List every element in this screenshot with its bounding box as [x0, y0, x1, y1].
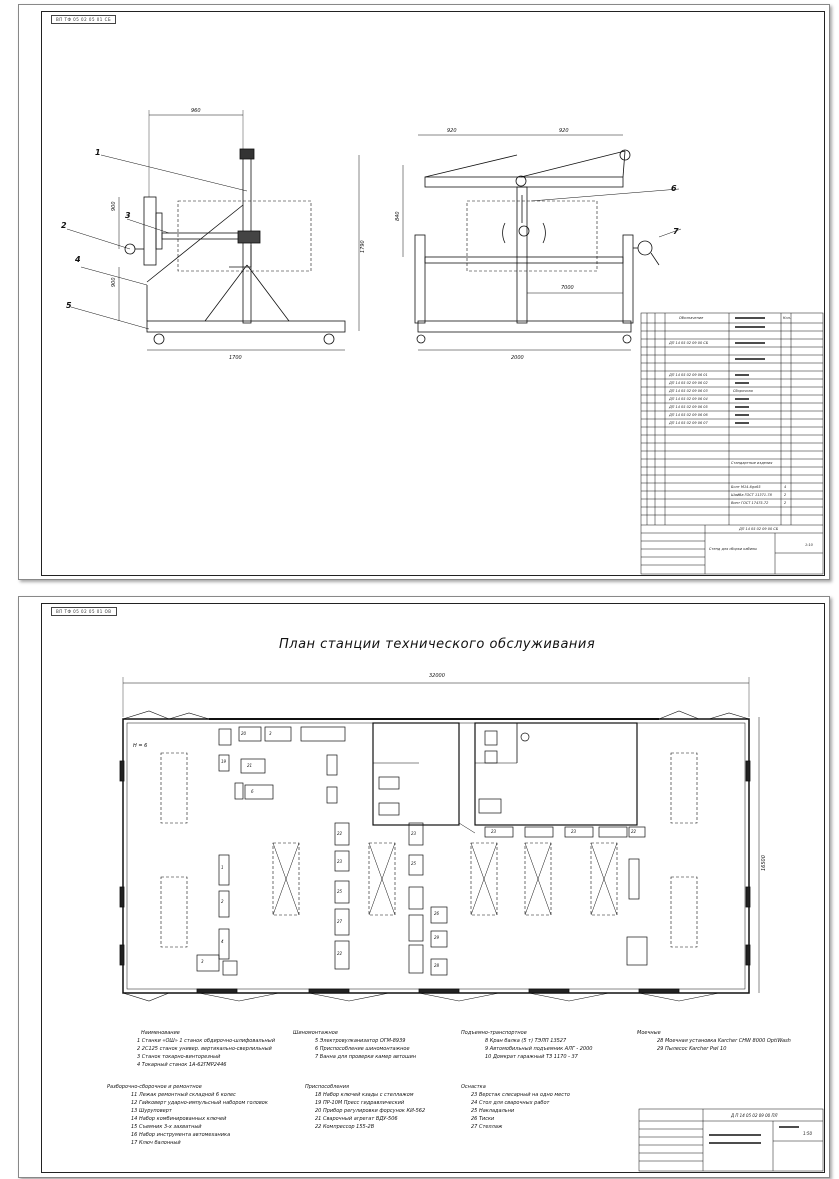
spec-row: ДП 14 05 02 09 06 03 — [669, 389, 708, 393]
equipment-label: 23 — [571, 829, 577, 834]
equipment-label: 4 — [221, 939, 224, 944]
sheet-code-strip: ВП ТФ 05 02 05 01 СБ — [51, 15, 116, 24]
legend-group-main: Наименование 1 Станки «ОШ» 1 станок обдирочно-шлифовальный 2 2С125 станок универ. вертикально-сверлильный 3 Станок токарно-винторезный 4 Токарный станок 1А-62ГМР2446 — [137, 1030, 275, 1068]
dim-height: 16500 — [761, 855, 767, 871]
equipment-label: 23 — [337, 859, 343, 864]
spec-row: ДП 14 05 02 09 06 01 — [669, 373, 708, 377]
dim-7000: 7000 — [561, 285, 574, 291]
callout-2: 2 — [61, 221, 67, 230]
equipment-label: 22 — [631, 829, 637, 834]
spec-row: ДП 14 05 02 09 06 04 — [669, 397, 708, 401]
drawing-sheet-plan — [18, 596, 830, 1178]
equipment-label: 19 — [221, 759, 227, 764]
equipment-label: 27 — [337, 919, 343, 924]
equipment-label: 6 — [251, 789, 254, 794]
side-view-stand — [67, 110, 359, 350]
spec-standard-heading: Стандартные изделия — [731, 461, 773, 465]
callout-3: 3 — [125, 211, 131, 220]
plan-title: План станции технического обслуживания — [279, 637, 596, 652]
sheet-code-strip: ВП ТФ 05 02 05 01 ОВ — [51, 607, 117, 616]
specification-table — [641, 313, 823, 574]
spec-standard-item: Шайба ГОСТ 11371-78 — [731, 493, 772, 497]
spec-header-designation: Обозначение — [679, 316, 704, 320]
spec-row: ДП 14 05 02 09 06 05 — [669, 405, 708, 409]
callout-1: 1 — [95, 148, 101, 157]
legend-group-fixtures: Приспособления 18 Набор ключей кзады с стеллажом 19 ПР-10М Пресс гидравлический 20 Прибор регулировки форсунок КИ-562 21 Сварочный агрегат ВДУ-506 22 Компрессор 155-2В — [305, 1084, 426, 1130]
spec-qty: 4 — [784, 485, 787, 489]
dim-1790: 1790 — [360, 240, 366, 253]
equipment-label: 3 — [269, 731, 272, 736]
front-view-stand — [403, 135, 681, 350]
dim-width: 32000 — [429, 673, 445, 679]
equipment-label: 25 — [411, 861, 417, 866]
dim-1700: 1700 — [229, 355, 242, 361]
equipment-label: 25 — [337, 889, 343, 894]
dim-920-left: 920 — [447, 128, 457, 134]
stamp-scale: 1:10 — [805, 543, 813, 547]
spec-standard-item: Винт ГОСТ 17475-72 — [731, 501, 769, 505]
legend-group-tire: Шиномонтажное 5 Электровулканизатор ОГМ-8939 6 Приспособление шиномонтажное 7 Ванна для проверки камер автошин — [293, 1030, 417, 1060]
equipment-label: 3 — [201, 959, 204, 964]
spec-qty: 2 — [784, 501, 787, 505]
spec-header-qty: Кол. — [783, 316, 791, 320]
equipment-label: 2 — [221, 899, 224, 904]
assembly-drawing — [19, 5, 829, 579]
equipment-label: 26 — [434, 911, 440, 916]
equipment-label: 29 — [434, 935, 440, 940]
callout-5: 5 — [66, 301, 72, 310]
spec-row: ДП 14 05 02 09 06 07 — [669, 421, 708, 425]
height-mark: H = 6 — [133, 743, 148, 749]
callout-7: 7 — [673, 227, 679, 236]
stamp-scale: 1:50 — [803, 1131, 812, 1136]
equipment-label: 23 — [491, 829, 497, 834]
equipment-label: 20 — [241, 731, 247, 736]
dim-2000: 2000 — [511, 355, 524, 361]
stamp-code: Д П 14 05 02 09 00 ПЛ — [731, 1113, 778, 1118]
drawing-sheet-assembly — [18, 4, 830, 580]
equipment-label: 28 — [434, 963, 440, 968]
spec-standard-item: Болт М14-6gх65 — [731, 485, 761, 489]
equipment-label: 22 — [337, 831, 343, 836]
stamp-name: Стенд для сборки кабины — [709, 547, 758, 551]
dim-840: 840 — [395, 211, 401, 221]
legend-group-washing: Моечные 28 Моечная установка Karcher CHW 8000 OptiWash 29 Пылесос Karcher Pwl 10 — [637, 1030, 791, 1052]
callout-6: 6 — [671, 184, 677, 193]
legend-group-repair: Разборочно-сборочное и ремонтное 11 Лежак ремонтный складной 6 колес 12 Гайковерт ударно-импульсный набором головок 13 Шуруповерт 14 Набор комбинированных ключей 15 Съемник 3-х захватный 16 Набор инструмента автомеханика 17 Ключ балонный — [107, 1084, 268, 1146]
dim-900-bottom: 900 — [111, 277, 117, 287]
dim-960: 960 — [191, 108, 201, 114]
callout-4: 4 — [75, 255, 81, 264]
equipment-label: 23 — [411, 831, 417, 836]
stamp-code: ДП 14 05 02 09 00 СБ — [739, 527, 779, 531]
spec-row: ДП 14 05 02 09 06 06 — [669, 413, 708, 417]
equipment-label: 1 — [221, 865, 224, 870]
legend-group-lifting: Подъемно-транспортное 8 Кран балка (5 т) ТЭЛП 13527 9 Автомобильный подъемник АЛГ - 2000 10 Домкрат гаражный ТЗ 1170 - 37 — [461, 1030, 593, 1060]
dim-900-top: 900 — [111, 201, 117, 211]
spec-assembly-note: Сборочная — [733, 389, 753, 393]
dim-920-right: 920 — [559, 128, 569, 134]
spec-row: ДП 14 05 02 09 00 СБ — [669, 341, 709, 345]
legend-group-tooling: Оснастка 23 Верстак слесарный на одно место 24 Стол для сварочных работ 25 Накладальни 26 Тиски 27 Стеллаж — [461, 1084, 570, 1130]
equipment-label: 21 — [247, 763, 253, 768]
equipment-label: 22 — [337, 951, 343, 956]
spec-qty: 2 — [784, 493, 787, 497]
spec-row: ДП 14 05 02 09 06 02 — [669, 381, 708, 385]
